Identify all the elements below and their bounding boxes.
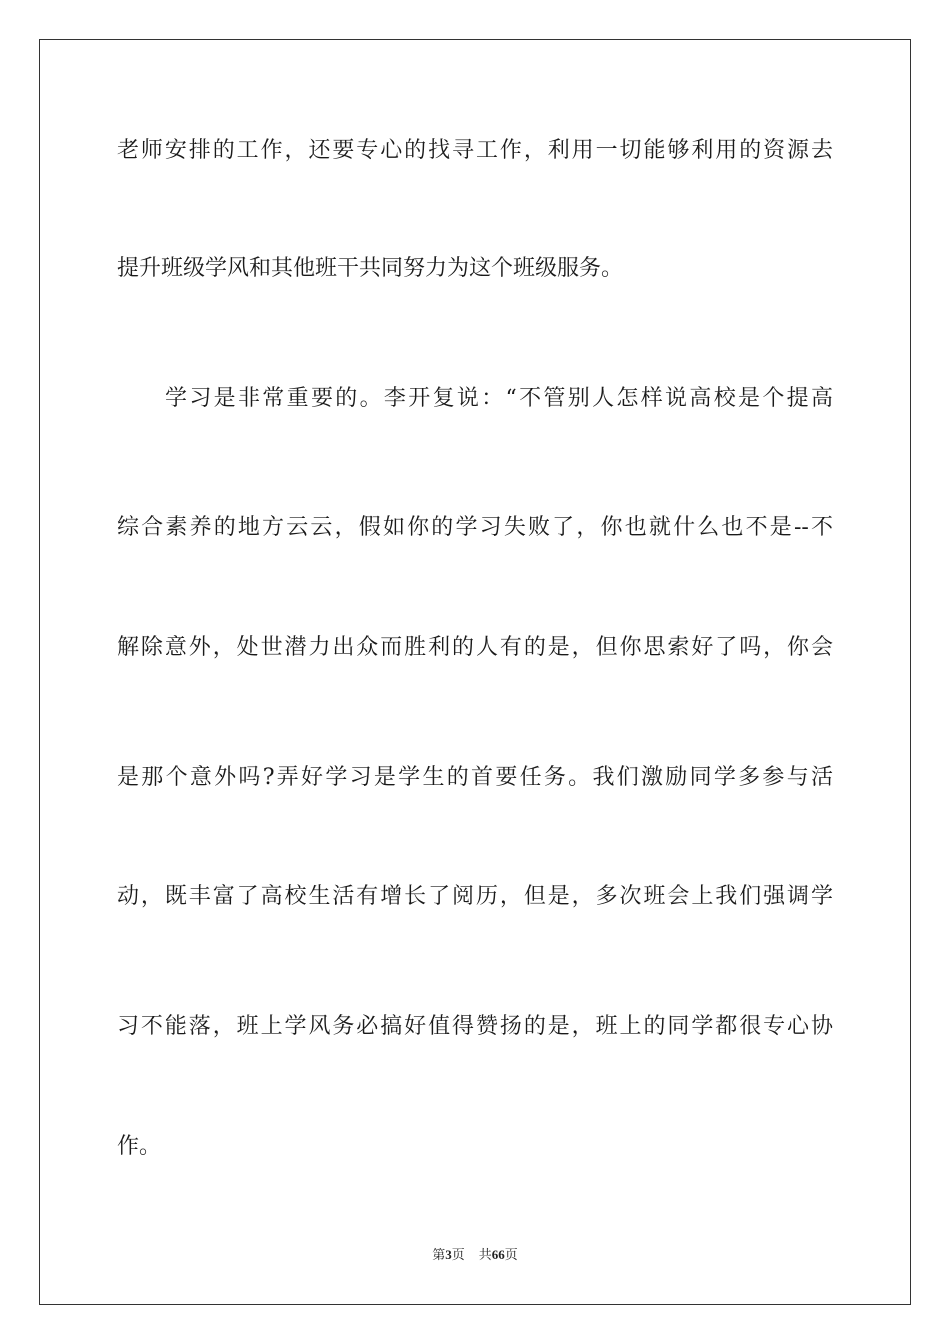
paragraph-line: 习不能落，班上学风务必搞好值得赞扬的是，班上的同学都很专心协 [117,1014,833,1039]
page-prefix: 第 [432,1247,446,1262]
total-pages: 66 [491,1247,505,1262]
page-footer [0,1246,950,1264]
paragraph-line: 解除意外，处世潜力出众而胜利的人有的是，但你思索好了吗，你会 [117,635,833,660]
total-suffix: 页 [504,1247,518,1262]
page-suffix: 页 [451,1247,465,1262]
total-prefix: 共 [478,1247,492,1262]
paragraph-line: 综合素养的地方云云，假如你的学习失败了，你也就什么也不是--不 [117,515,833,540]
page-number: 3 [445,1247,452,1262]
paragraph-line: 是那个意外吗?弄好学习是学生的首要任务。我们激励同学多参与活 [117,765,833,790]
page-border [39,39,911,1305]
paragraph-line: 提升班级学风和其他班干共同努力为这个班级服务。 [117,256,624,281]
paragraph-line: 动，既丰富了高校生活有增长了阅历，但是，多次班会上我们强调学 [117,884,833,909]
paragraph-line: 学习是非常重要的。李开复说：“不管别人怎样说高校是个提高 [165,386,833,411]
paragraph-line: 作。 [117,1134,162,1159]
paragraph-line: 老师安排的工作，还要专心的找寻工作，利用一切能够利用的资源去 [117,138,833,163]
